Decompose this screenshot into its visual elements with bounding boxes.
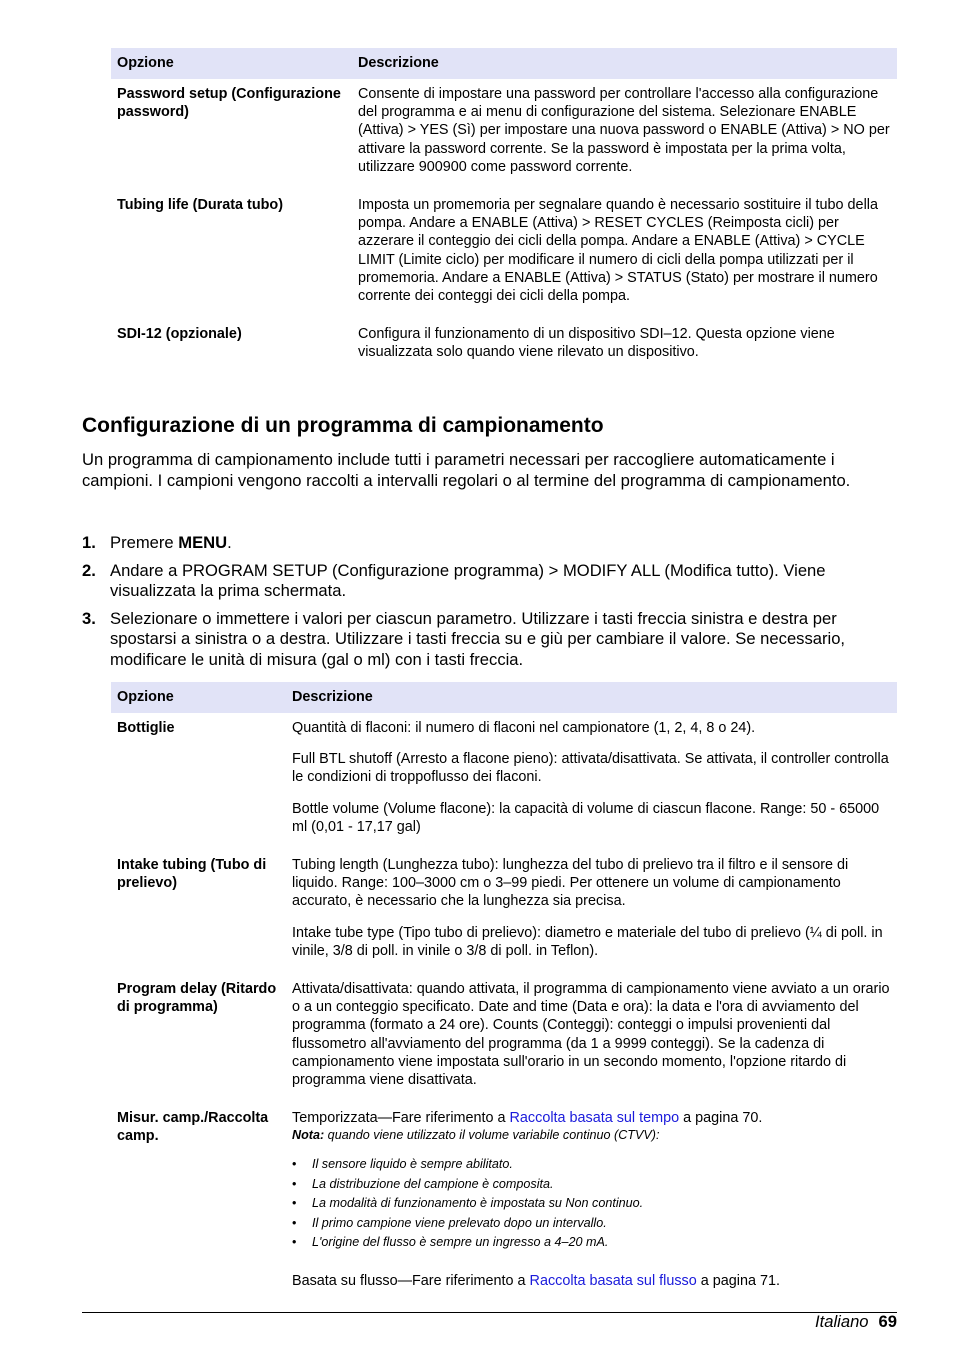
page-footer (815, 1312, 897, 1332)
column-header-description: Descrizione (352, 48, 897, 79)
menu-key-label: MENU (178, 533, 228, 552)
table-row (111, 974, 897, 1103)
options-table-program (111, 682, 897, 1304)
bullet-icon: • (292, 1215, 297, 1230)
description-paragraph: Bottle volume (Volume flacone): la capacità di volume di ciascun flacone. Range: 50 - 65000 ml (0,01 - 17,17 gal) (292, 800, 880, 835)
timed-collection-paragraph (292, 1109, 891, 1127)
ctvv-bullet-list (292, 1155, 891, 1253)
option-password-setup: Password setup (Configurazione password) (117, 86, 341, 121)
description-paragraph: Full BTL shutoff (Arresto a flacone pieno): attivata/disattivata. Se attivata, il controller controlla le condizioni di troppoflusso dei flaconi. (292, 751, 889, 786)
list-item (292, 1233, 891, 1253)
link-flow-collection[interactable]: Raccolta basata sul flusso (529, 1272, 697, 1289)
column-header-description: Descrizione (286, 682, 897, 713)
step-number: 3. (82, 608, 96, 628)
table-row (111, 190, 897, 319)
bullet-text: Il primo campione viene prelevato dopo un intervallo. (312, 1215, 607, 1230)
bullet-text: Il sensore liquido è sempre abilitato. (312, 1157, 513, 1172)
option-sample-collection: Misur. camp./Raccolta camp. (117, 1110, 269, 1145)
option-description (286, 850, 897, 974)
procedure-steps (82, 533, 882, 677)
table-header-row (111, 48, 897, 79)
description-paragraph: Quantità di flaconi: il numero di flaconi nel campionatore (1, 2, 4, 8 o 24). (292, 720, 756, 736)
note-label: Nota: (292, 1128, 325, 1143)
column-header-option: Opzione (111, 48, 352, 79)
description-paragraph: Attivata/disattivata: quando attivata, il programma di campionamento viene avviato a un orario o a un conteggio specificato. Date and time (Data e ora): la data e l'ora di avviamento del programma (formato a 24 ore). Counts (Conteggi): conteggi o impulsi provenienti dal flussometro all'avviamento del programma (da 1 a 9999 conteggi). Se la cadenza di campionamento viene impostata sull'orario in un secondo momento, l'opzione ritardo di programma viene disattivata. (292, 981, 890, 1089)
bullet-icon: • (292, 1157, 297, 1172)
option-program-delay: Program delay (Ritardo di programma) (117, 981, 277, 1016)
option-tubing-life: Tubing life (Durata tubo) (117, 197, 283, 214)
link-timed-collection[interactable]: Raccolta basata sul tempo (509, 1110, 680, 1127)
bullet-text: La distribuzione del campione è composita. (312, 1176, 554, 1191)
list-item (292, 1155, 891, 1175)
step-number: 2. (82, 560, 96, 580)
table-row (111, 319, 897, 375)
description-paragraph: Tubing length (Lunghezza tubo): lunghezza del tubo di prelievo tra il filtro e il sensore di liquido. Range: 100–3000 cm o 3–99 piedi. Per ottenere un volume di campionamento accurato, è necessario che la lunghezza sia precisa. (292, 857, 849, 910)
list-item (292, 1175, 891, 1195)
step-item (82, 533, 882, 554)
section-intro: Un programma di campionamento include tutti i parametri necessari per raccogliere automaticamente i campioni. I campioni vengono raccolti a intervalli regolari o al termine del programma di campionamento. (82, 450, 851, 490)
page-number: 69 (878, 1312, 897, 1331)
description-paragraph: Imposta un promemoria per segnalare quando è necessario sostituire il tubo della pompa. Andare a ENABLE (Attiva) > RESET CYCLES (Reimposta cicli) per azzerare il conteggio dei cicli della pompa. Andare a ENABLE (Attiva) > CYCLE LIMIT (Limite ciclo) per modificare il numero di cicli della pompa utilizzati per il promemoria. Andare a ENABLE (Attiva) > STATUS (Stato) per mostrare il numero corrente dei conteggi dei cicli della pompa. (358, 197, 878, 305)
table-row (111, 79, 897, 190)
timed-text: Temporizzata—Fare riferimento a (292, 1110, 510, 1127)
list-item (292, 1194, 891, 1214)
option-description (352, 319, 897, 375)
column-header-option: Opzione (111, 682, 286, 713)
option-intake-tubing: Intake tubing (Tubo di prelievo) (117, 857, 267, 892)
description-paragraph: Consente di impostare una password per controllare l'accesso alla configurazione del programma e ai menu di configurazione del sistema. Selezionare ENABLE (Attiva) > YES (Sì) per impostare una nuova password o ENABLE (Attiva) > NO per attivare la password corrente. Se la password è impostata per la prima volta, utilizzare 900900 come password corrente. (358, 86, 890, 175)
description-paragraph: Configura il funzionamento di un dispositivo SDI–12. Questa opzione viene visualizzata solo quando viene rilevato un dispositivo. (358, 326, 835, 361)
list-item (292, 1214, 891, 1234)
option-description (286, 1103, 897, 1304)
step-text: Selezionare o immettere i valori per ciascun parametro. Utilizzare i tasti freccia sinistra e destra per spostarsi a sinistra o a destra. Utilizzare i tasti freccia su e giù per cambiare il valore. Se necessario, modificare le unità di misura (gal o ml) con i tasti freccia. (110, 608, 846, 669)
option-description (286, 974, 897, 1103)
step-item (82, 609, 882, 671)
table-row (111, 1103, 897, 1304)
table-row (111, 713, 897, 850)
step-number: 1. (82, 533, 96, 552)
option-description (352, 190, 897, 319)
footer-language: Italiano (815, 1312, 869, 1331)
step-text: Andare a PROGRAM SETUP (Configurazione programma) > MODIFY ALL (Modifica tutto). Viene visualizzata la prima schermata. (110, 560, 826, 600)
option-description (352, 79, 897, 190)
timed-page-ref: a pagina 70. (679, 1110, 763, 1127)
step-item (82, 561, 882, 602)
note (292, 1127, 891, 1143)
options-table-system (111, 48, 897, 376)
flow-collection-paragraph (292, 1272, 891, 1290)
note-text: quando viene utilizzato il volume variabile continuo (CTVV): (324, 1128, 660, 1143)
step-text: Premere (110, 533, 179, 552)
bullet-icon: • (292, 1176, 297, 1191)
description-paragraph: Intake tube type (Tipo tubo di prelievo): diametro e materiale del tubo di prelievo (¼ di poll. in vinile, 3/8 di poll. in vinile o 3/8 di poll. in Teflon). (292, 924, 883, 959)
bullet-text: La modalità di funzionamento è impostata su Non continuo. (312, 1196, 644, 1211)
option-bottles: Bottiglie (117, 720, 175, 736)
table-row (111, 850, 897, 974)
table-header-row (111, 682, 897, 713)
bullet-icon: • (292, 1235, 297, 1250)
flow-page-ref: a pagina 71. (696, 1272, 780, 1289)
footer-rule (82, 1312, 897, 1313)
bullet-icon: • (292, 1196, 297, 1211)
option-description (286, 713, 897, 850)
flow-text: Basata su flusso—Fare riferimento a (292, 1272, 530, 1289)
section-heading: Configurazione di un programma di campionamento (82, 414, 604, 437)
step-text-end: . (227, 533, 232, 552)
bullet-text: L'origine del flusso è sempre un ingresso a 4–20 mA. (312, 1235, 609, 1250)
option-sdi12: SDI-12 (opzionale) (117, 326, 242, 343)
